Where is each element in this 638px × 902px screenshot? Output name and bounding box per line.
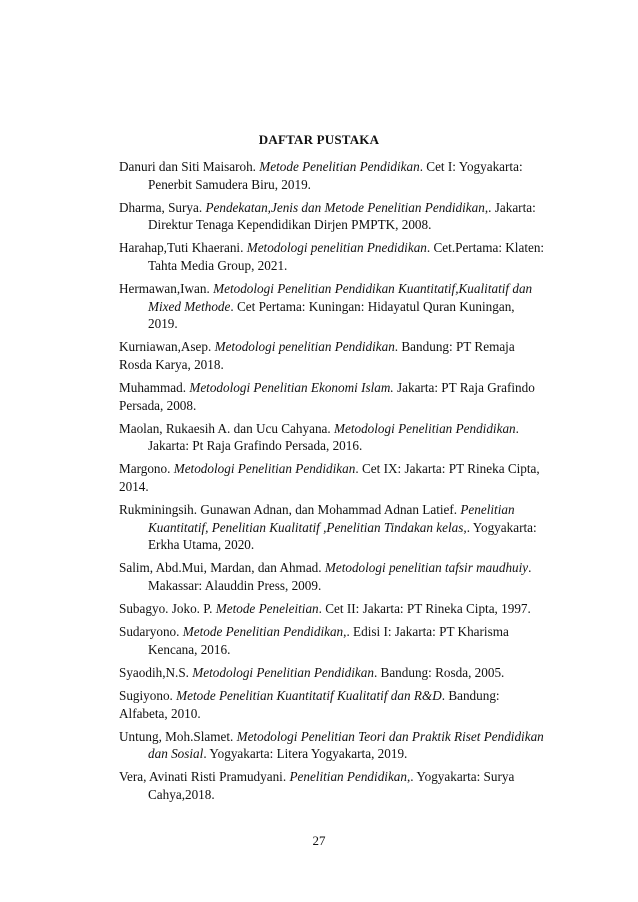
reference-entry xyxy=(119,623,547,658)
reference-author: Maolan, Rukaesih A. dan Ucu Cahyana. xyxy=(119,420,334,436)
reference-author: Subagyo. Joko. P. xyxy=(119,601,216,617)
reference-publication: ,. Yogyakarta: Erkha Utama, 2020. xyxy=(148,519,537,553)
reference-author: Muhammad. xyxy=(119,380,190,396)
reference-publication: ,. Jakarta: Direktur Tenaga Kependidikan Dirjen PMPTK, 2008. xyxy=(148,199,536,233)
reference-author: Untung, Moh.Slamet. xyxy=(119,728,237,744)
reference-author: Dharma, Surya. xyxy=(119,199,206,215)
reference-title: Metodologi Penelitian Pendidikan xyxy=(192,664,374,680)
reference-entry xyxy=(119,768,547,803)
reference-author: Harahap,Tuti Khaerani. xyxy=(119,240,247,256)
reference-publication: . Cet I: Yogyakarta: Penerbit Samudera Biru, 2019. xyxy=(148,159,523,192)
reference-publication: ,. Edisi I: Jakarta: PT Kharisma Kencana, 2016. xyxy=(148,624,509,657)
page-title: DAFTAR PUSTAKA xyxy=(258,132,380,147)
reference-publication: . Cet Pertama: Kuningan: Hidayatul Quran Kuningan, 2019. xyxy=(148,298,515,332)
reference-entry xyxy=(119,420,547,455)
reference-author: Syaodih,N.S. xyxy=(119,664,193,680)
reference-publication: . Bandung: Rosda, 2005. xyxy=(373,664,505,680)
reference-entry xyxy=(119,460,547,495)
reference-author: Margono. xyxy=(119,461,174,477)
reference-author: Hermawan,Iwan. xyxy=(119,281,214,297)
reference-author: Vera, Avinati Risti Pramudyani. xyxy=(119,769,290,785)
reference-author: Sudaryono. xyxy=(119,624,183,640)
reference-entry xyxy=(119,559,547,594)
reference-entry xyxy=(119,687,547,722)
reference-title: Metodologi Penelitian Ekonomi Islam. xyxy=(189,380,394,396)
reference-publication: . Cet.Pertama: Klaten: Tahta Media Group, 2021. xyxy=(148,240,545,273)
reference-title: Pendekatan,Jenis dan Metode Penelitian Pendidikan xyxy=(205,199,485,215)
reference-entry xyxy=(119,600,547,618)
reference-publication: Jakarta: PT Raja Grafindo Persada, 2008. xyxy=(119,380,535,413)
reference-entry xyxy=(119,199,547,234)
reference-title: Metodologi penelitian Pnedidikan xyxy=(246,240,427,256)
reference-title: Metodologi Penelitian Pendidikan Kuantitatif,Kualitatif dan Mixed Methode xyxy=(148,281,533,314)
reference-entry xyxy=(119,728,547,763)
reference-publication: . Cet IX: Jakarta: PT Rineka Cipta, 2014. xyxy=(119,461,540,494)
reference-entry xyxy=(119,338,547,373)
reference-publication: ,. Yogyakarta: Surya Cahya,2018. xyxy=(148,769,515,802)
reference-publication: . Yogyakarta: Litera Yogyakarta, 2019. xyxy=(203,746,408,762)
reference-title: Metodologi penelitian tafsir maudhuiy xyxy=(324,560,529,576)
reference-title: Metodologi Penelitian Teori dan Praktik Riset Pendidikan dan Sosial xyxy=(148,728,544,762)
reference-entry xyxy=(119,501,547,554)
reference-author: Sugiyono. xyxy=(119,687,177,703)
reference-author: Kurniawan,Asep. xyxy=(119,339,215,355)
reference-title: Metodologi penelitian Pendidikan xyxy=(214,339,395,355)
reference-entry xyxy=(119,239,547,274)
reference-title: Penelitian Pendidikan xyxy=(289,769,407,785)
reference-title: Metode Penelitian Kuantitatif Kualitatif dan R&D xyxy=(176,687,442,703)
reference-author: Danuri dan Siti Maisaroh. xyxy=(119,159,260,174)
reference-entry xyxy=(119,158,547,193)
reference-entry xyxy=(119,280,547,333)
reference-list xyxy=(119,158,547,809)
reference-publication: . Makassar: Alauddin Press, 2009. xyxy=(148,560,532,593)
reference-title: Metodologi Penelitian Pendidikan xyxy=(173,461,356,477)
reference-title: Metode Penelitian Pendidikan xyxy=(259,159,420,174)
page-number: 27 xyxy=(312,833,326,848)
reference-title: Penelitian Kuantitatif, Penelitian Kualitatif ,Penelitian Tindakan kelas xyxy=(148,502,515,535)
reference-publication: . Bandung: PT Remaja Rosda Karya, 2018. xyxy=(119,339,515,372)
reference-publication: . Cet II: Jakarta: PT Rineka Cipta, 1997. xyxy=(318,601,531,617)
reference-publication: . Bandung: Alfabeta, 2010. xyxy=(119,687,500,721)
reference-entry xyxy=(119,664,547,682)
reference-author: Salim, Abd.Mui, Mardan, dan Ahmad. xyxy=(119,560,325,576)
reference-author: Rukminingsih. Gunawan Adnan, dan Mohammad Adnan Latief. xyxy=(119,502,461,518)
reference-entry xyxy=(119,379,547,414)
reference-title: Metode Penelitian Pendidikan xyxy=(182,624,344,640)
reference-publication: . Jakarta: Pt Raja Grafindo Persada, 2016. xyxy=(148,420,519,454)
reference-title: Metodologi Penelitian Pendidikan xyxy=(333,420,516,436)
reference-title: Metode Peneleitian xyxy=(215,601,319,617)
